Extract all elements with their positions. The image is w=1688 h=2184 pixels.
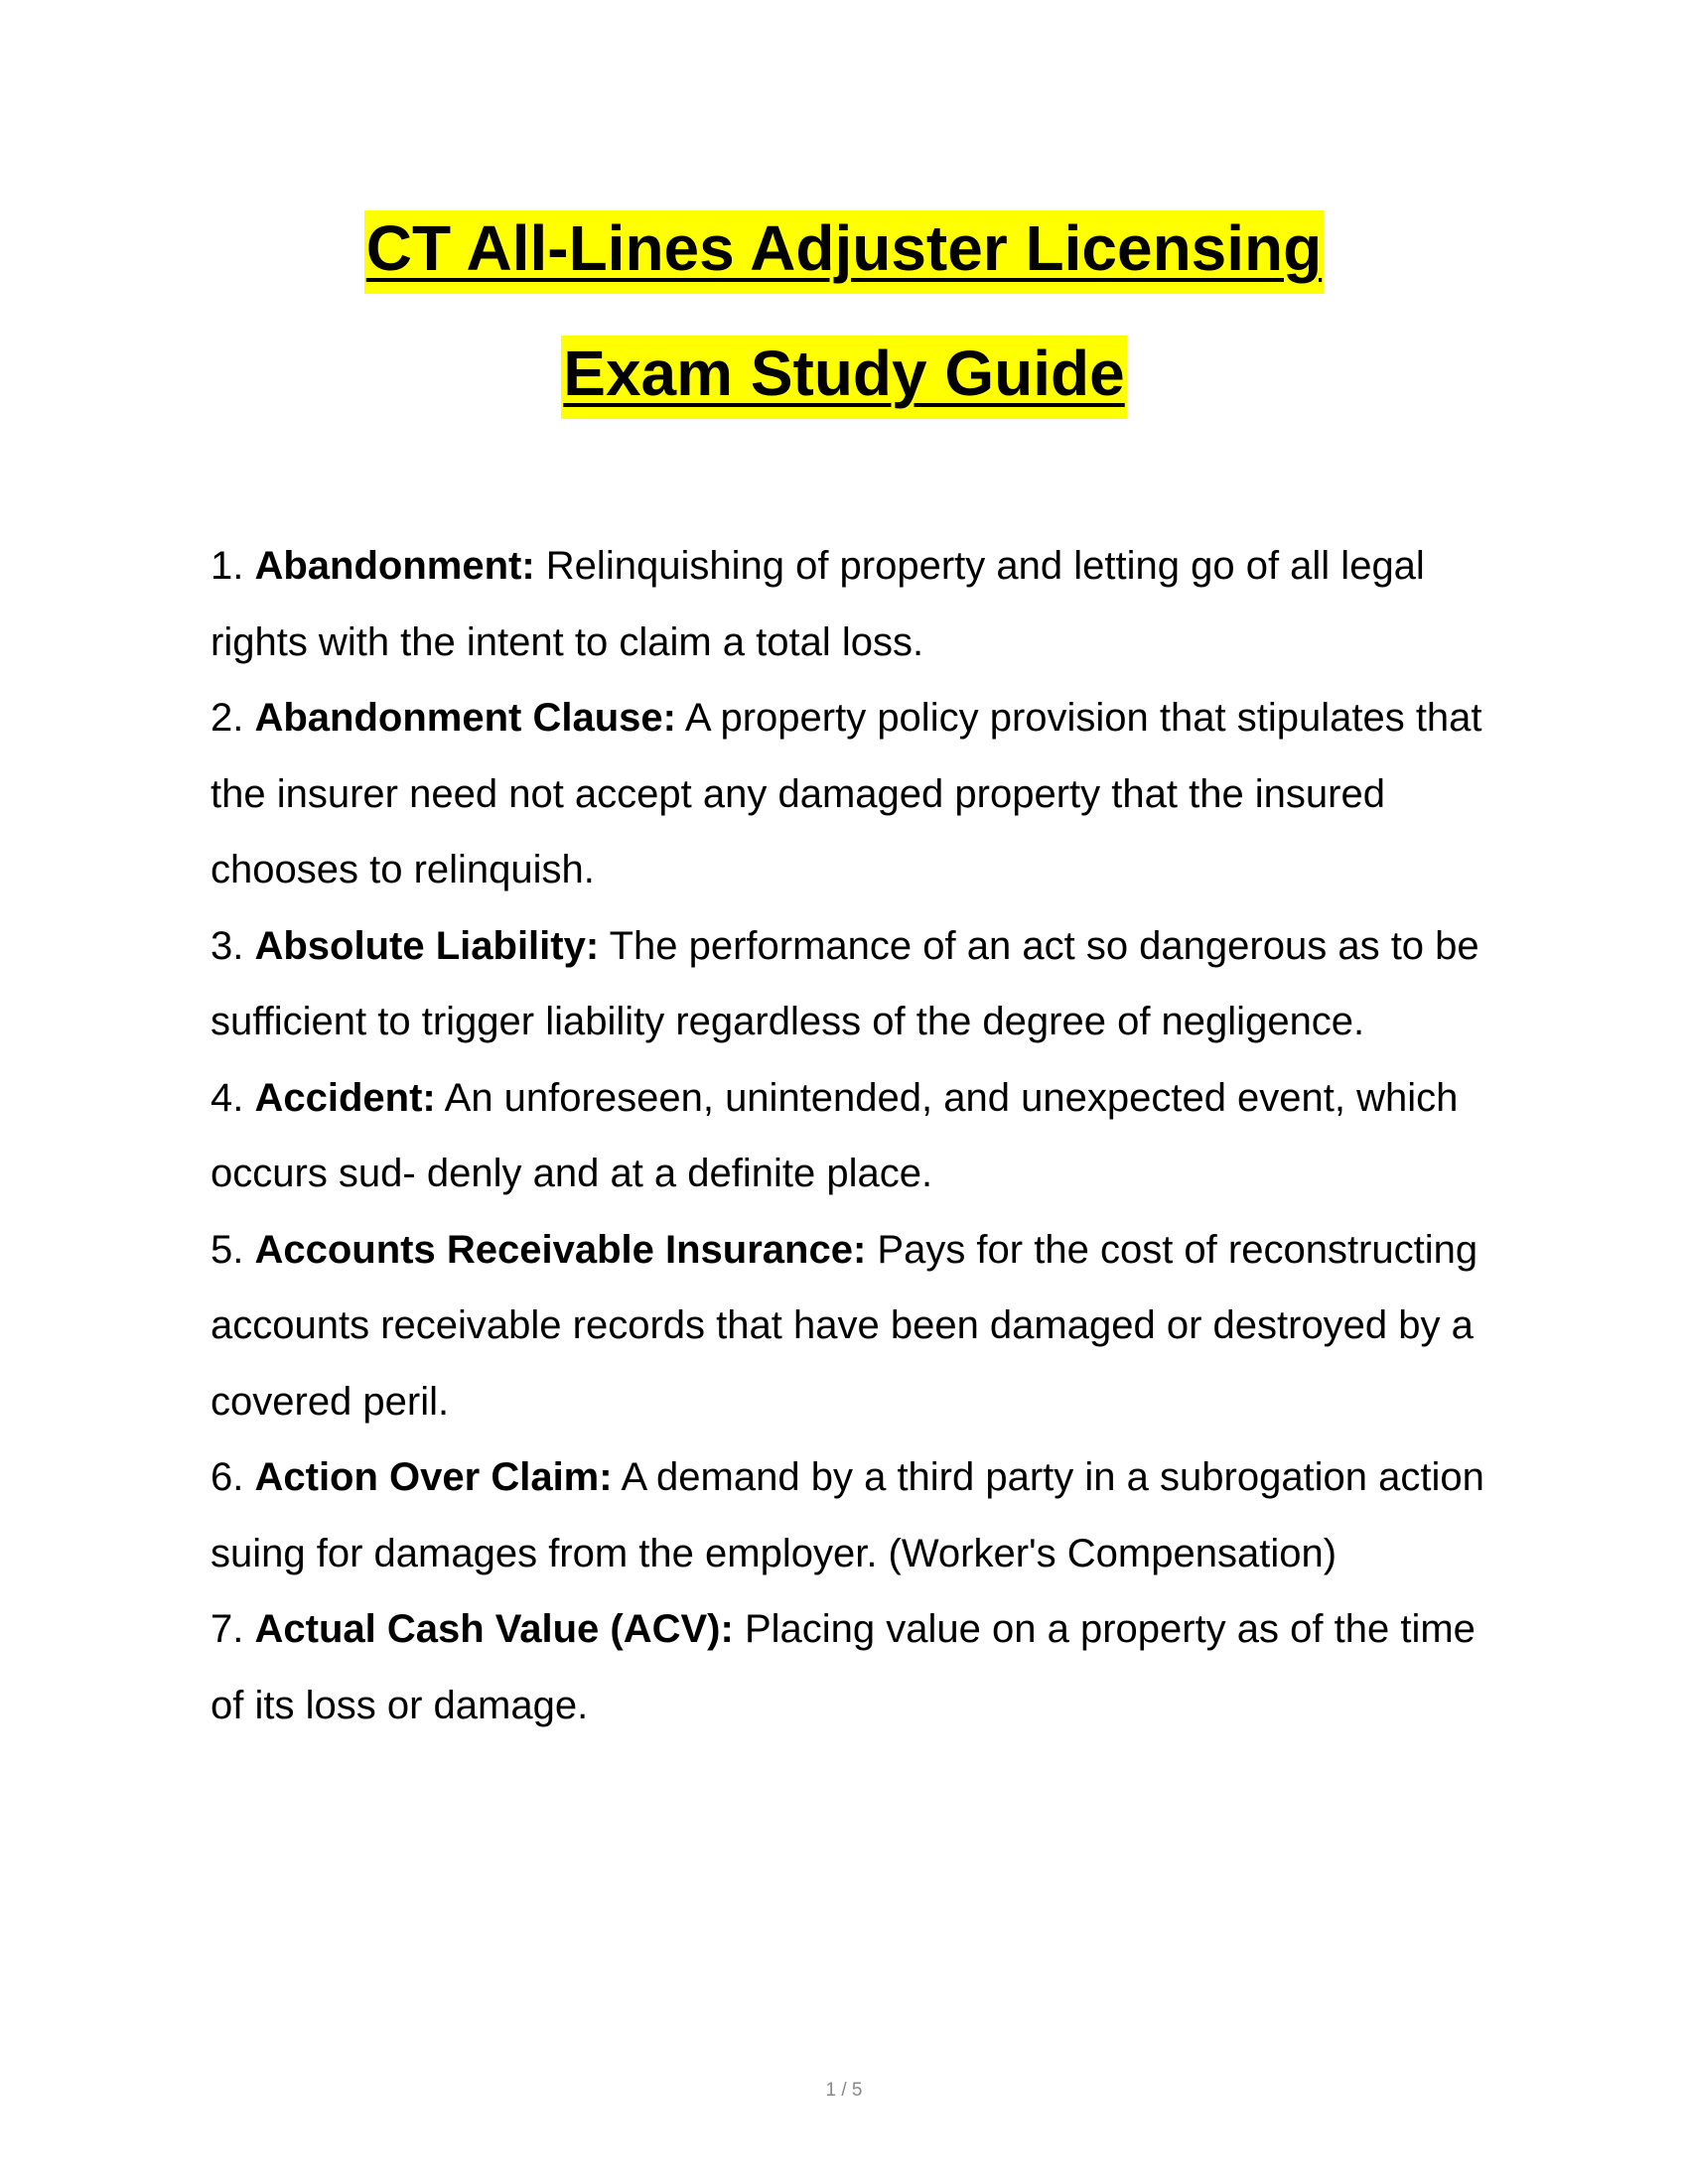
entry-definition: A property policy provision that stipulates that the insurer need not accept any damaged property that the insured chooses to relinquish.	[211, 696, 1482, 891]
glossary-list	[211, 528, 1501, 1743]
entry-number: 7.	[211, 1607, 244, 1651]
entry-term: Accounts Receivable Insurance:	[254, 1227, 867, 1272]
entry-number: 6.	[211, 1455, 244, 1499]
document-title-line-1	[0, 210, 1688, 294]
entry-number: 3.	[211, 923, 244, 968]
entry-definition: An unforeseen, unintended, and unexpected event, which occurs sud- denly and at a definite place.	[211, 1075, 1459, 1195]
entry-term: Abandonment:	[254, 544, 535, 588]
entry-definition: Placing value on a property as of the time of its loss or damage.	[211, 1607, 1476, 1727]
entry-number: 5.	[211, 1227, 244, 1272]
title-highlight: Exam Study Guide	[561, 336, 1126, 419]
glossary-entry	[211, 1591, 1501, 1743]
glossary-entry	[211, 680, 1501, 908]
entry-number: 4.	[211, 1075, 244, 1120]
entry-definition: Pays for the cost of reconstructing accounts receivable records that have been damaged or destroyed by a covered peril.	[211, 1227, 1478, 1424]
glossary-entry	[211, 1212, 1501, 1440]
glossary-entry	[211, 1060, 1501, 1212]
entry-term: Actual Cash Value (ACV):	[254, 1607, 734, 1651]
title-highlight: CT All-Lines Adjuster Licensing	[364, 210, 1324, 294]
entry-definition: A demand by a third party in a subrogation action suing for damages from the employer. (Worker's Compensation)	[211, 1455, 1484, 1575]
entry-number: 1.	[211, 544, 244, 588]
document-title-line-2	[0, 336, 1688, 419]
entry-term: Abandonment Clause:	[254, 696, 676, 740]
page-indicator: 1 / 5	[825, 2080, 863, 2101]
entry-definition: Relinquishing of property and letting go of all legal rights with the intent to claim a total loss.	[211, 544, 1425, 664]
entry-definition: The performance of an act so dangerous as to be sufficient to trigger liability regardless of the degree of negligence.	[211, 923, 1479, 1043]
glossary-entry	[211, 908, 1501, 1060]
entry-number: 2.	[211, 696, 244, 740]
entry-term: Absolute Liability:	[254, 923, 600, 968]
entry-term: Accident:	[254, 1075, 436, 1120]
glossary-entry	[211, 528, 1501, 680]
glossary-entry	[211, 1439, 1501, 1591]
entry-term: Action Over Claim:	[254, 1455, 613, 1499]
